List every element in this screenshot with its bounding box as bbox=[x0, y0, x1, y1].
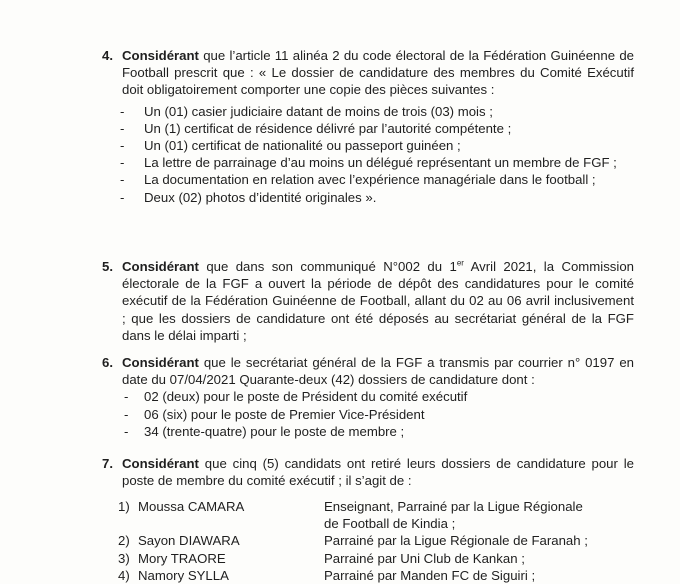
candidate-description: Parrainé par la Ligue Régionale de Faranah ; bbox=[324, 533, 588, 549]
list-item: - La lettre de parrainage d’au moins un délégué représentant un membre de FGF ; bbox=[104, 154, 634, 171]
section-number: 4. bbox=[102, 48, 113, 63]
section-text-pre: que dans son communiqué N°002 du 1 bbox=[206, 259, 457, 274]
section-7 bbox=[104, 455, 634, 489]
candidate-name: Mory TRAORE bbox=[138, 550, 226, 566]
candidate-row bbox=[118, 567, 638, 584]
section-text: que l’article 11 alinéa 2 du code électoral de la Fédération Guinéenne de Football prescrit que : « Le dossier de candidature des membres du Comité Exécutif doit obligatoirement comporter une copie des pièces suivantes : bbox=[122, 48, 635, 98]
list-item: - Un (1) certificat de résidence délivré par l’autorité compétente ; bbox=[104, 120, 634, 137]
section-paragraph bbox=[104, 354, 634, 388]
section-text: que le secrétariat général de la FGF a transmis par courrier n° 0197 en date du 07/04/2021 Quarante-deux (42) dossiers de candidature dont : bbox=[122, 355, 634, 388]
section-paragraph bbox=[104, 47, 634, 99]
superscript: er bbox=[456, 258, 464, 268]
candidate-description: Enseignant, Parrainé par la Ligue Régionale bbox=[324, 499, 583, 514]
section-6 bbox=[104, 354, 634, 440]
section-text-post: Avril 2021, la Commission électorale de la FGF a ouvert la période de dépôt des candidatures pour le comité exécutif de la Fédération Guinéenne de Football, allant du 02 au 06 avril inclusivement ; que les dossiers de candidature ont été déposés au secrétariat général de la FGF dans le délai imparti ; bbox=[122, 259, 634, 343]
section-paragraph bbox=[104, 258, 634, 344]
candidate-row bbox=[118, 532, 638, 549]
candidate-row bbox=[118, 550, 638, 567]
list-item: - 02 (deux) pour le poste de Président du comité exécutif bbox=[104, 388, 634, 405]
list-item: - La documentation en relation avec l’expérience managériale dans le football ; bbox=[104, 171, 634, 188]
section-4 bbox=[104, 47, 634, 206]
section-text: que cinq (5) candidats ont retiré leurs dossiers de candidature pour le poste de membre du comité exécutif ; il s’agit de : bbox=[122, 456, 634, 489]
requirements-list bbox=[104, 103, 634, 206]
section-keyword: Considérant bbox=[122, 456, 199, 471]
list-item: - Un (01) casier judiciaire datant de moins de trois (03) mois ; bbox=[104, 103, 634, 120]
section-paragraph bbox=[104, 455, 634, 489]
candidate-list bbox=[118, 498, 638, 584]
candidate-number: 4) bbox=[118, 567, 130, 583]
list-item: - Deux (02) photos d’identité originales ». bbox=[104, 189, 634, 206]
list-item: - Un (01) certificat de nationalité ou passeport guinéen ; bbox=[104, 137, 634, 154]
candidate-row bbox=[118, 498, 638, 515]
candidate-name: Sayon DIAWARA bbox=[138, 533, 240, 549]
candidate-description: Parrainé par Manden FC de Siguiri ; bbox=[324, 567, 536, 583]
candidate-number: 3) bbox=[118, 550, 130, 566]
candidate-number: 2) bbox=[118, 533, 130, 549]
candidate-name: Moussa CAMARA bbox=[138, 499, 245, 514]
candidate-row-continued bbox=[118, 515, 638, 532]
section-5 bbox=[104, 258, 634, 344]
list-item: - 34 (trente-quatre) pour le poste de membre ; bbox=[104, 423, 634, 440]
candidate-number: 1) bbox=[118, 499, 130, 514]
section-number: 7. bbox=[102, 456, 113, 471]
candidate-name: Namory SYLLA bbox=[138, 567, 229, 583]
candidate-description: Parrainé par Uni Club de Kankan ; bbox=[324, 550, 525, 566]
section-keyword: Considérant bbox=[122, 355, 199, 370]
section-number: 5. bbox=[102, 259, 113, 274]
candidacy-count-list bbox=[104, 388, 634, 440]
candidate-description: de Football de Kindia ; bbox=[324, 516, 456, 532]
section-number: 6. bbox=[102, 355, 113, 370]
section-keyword: Considérant bbox=[122, 48, 199, 63]
list-item: - 06 (six) pour le poste de Premier Vice-Président bbox=[104, 406, 634, 423]
section-keyword: Considérant bbox=[122, 259, 199, 274]
